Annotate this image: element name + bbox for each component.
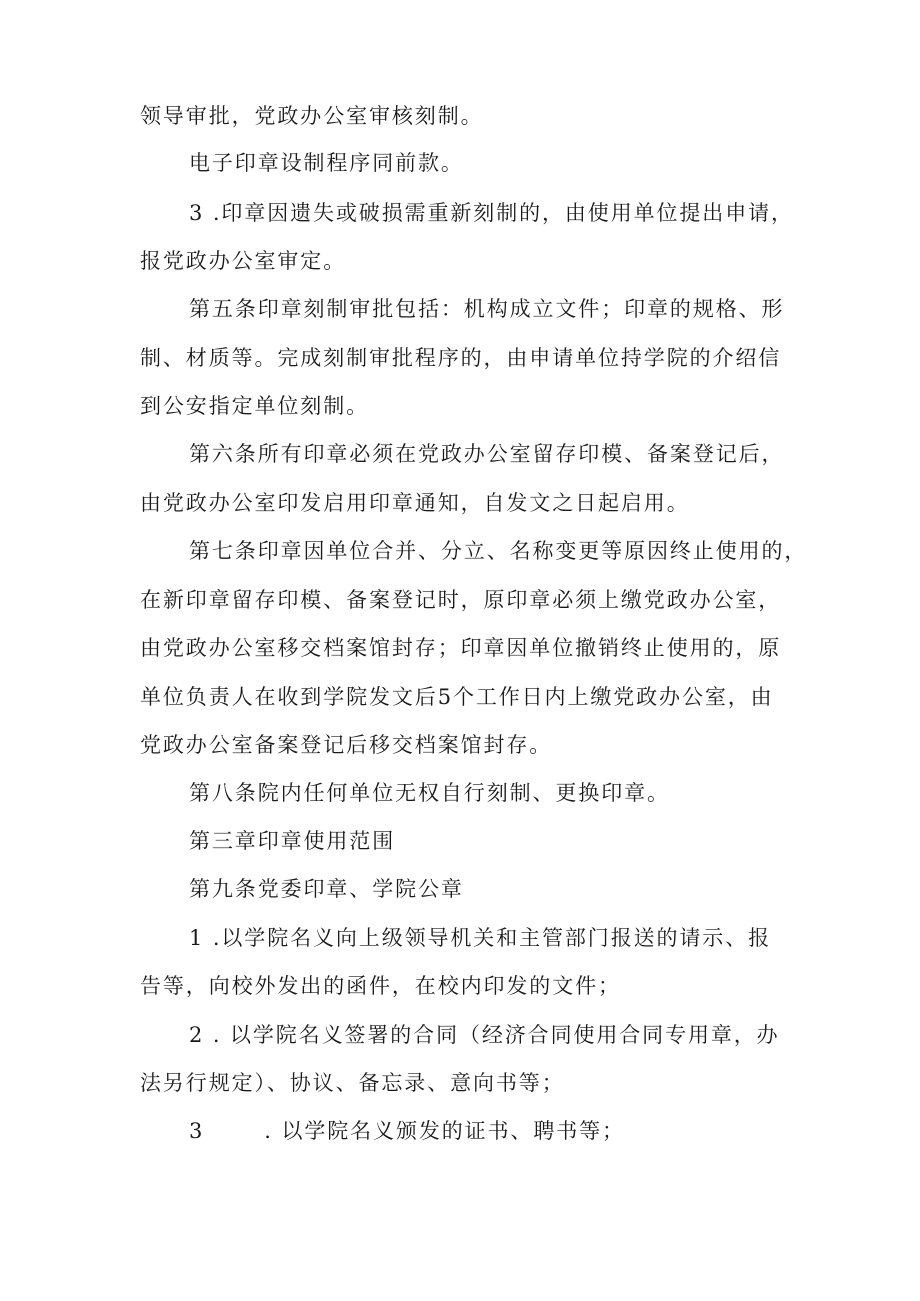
text-line: 第六条所有印章必须在党政办公室留存印模、备案登记后， (189, 442, 785, 466)
text-line: 法另行规定）、协议、备忘录、意向书等； (140, 1071, 565, 1095)
text-line: 电子印章设制程序同前款。 (189, 151, 464, 175)
text-line: 第九条党委印章、学院公章 (189, 877, 464, 901)
text-line: 由党政办公室印发启用印章通知，自发文之日起启用。 (140, 491, 690, 515)
text-line: 3 . 以学院名义颁发的证书、聘书等； (189, 1119, 625, 1143)
text-line: 告等，向校外发出的函件，在校内印发的文件； (140, 974, 621, 998)
text-line: 3 .印章因遗失或破损需重新刻制的，由使用单位提出申请， (189, 201, 794, 225)
text-line: 第八条院内任何单位无权自行刻制、更换印章。 (189, 781, 670, 805)
section-heading: 第三章印章使用范围 (189, 829, 396, 853)
text-line: 报党政办公室审定。 (140, 249, 347, 273)
text-line: 领导审批，党政办公室审核刻制。 (140, 104, 484, 128)
text-line: 2 . 以学院名义签署的合同（经济合同使用合同专用章，办 (189, 1023, 780, 1047)
text-line: 第七条印章因单位合并、分立、名称变更等原因终止使用的， (189, 539, 808, 563)
text-line: 1 .以学院名义向上级领导机关和主管部门报送的请示、报 (189, 926, 772, 950)
text-line: 第五条印章刻制审批包括：机构成立文件；印章的规格、形 (189, 297, 785, 321)
text-line: 党政办公室备案登记后移交档案馆封存。 (140, 733, 553, 757)
text-line: 制、材质等。完成刻制审批程序的，由申请单位持学院的介绍信 (140, 346, 782, 370)
text-line: 到公安指定单位刻制。 (140, 394, 369, 418)
text-line: 单位负责人在收到学院发文后5个工作日内上缴党政办公室，由 (140, 685, 774, 709)
text-line: 在新印章留存印模、备案登记时，原印章必须上缴党政办公室， (140, 588, 782, 612)
text-line: 由党政办公室移交档案馆封存；印章因单位撤销终止使用的，原 (140, 636, 782, 660)
